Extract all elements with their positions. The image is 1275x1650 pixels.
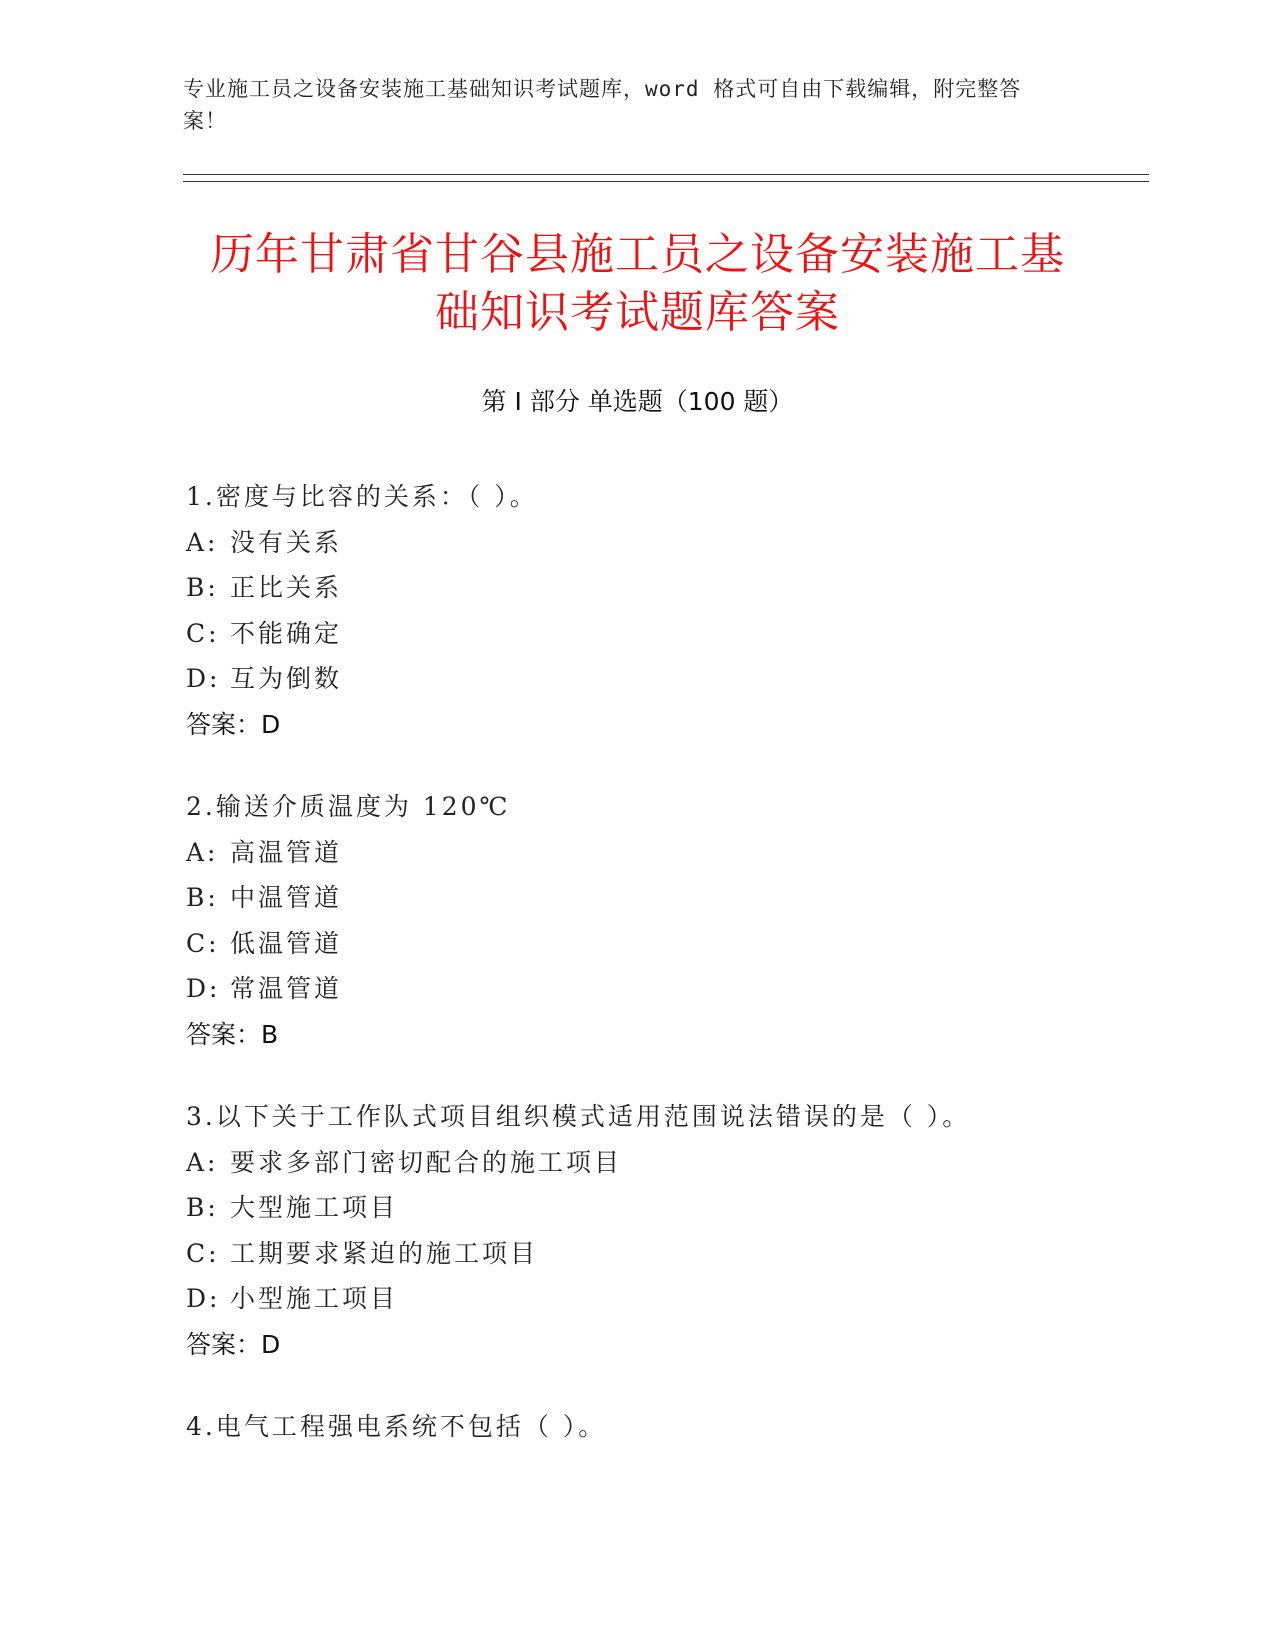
question-stem: 1.密度与比容的关系：（ ）。 (186, 482, 538, 511)
question-stem: 4.电气工程强电系统不包括（ ）。 (186, 1412, 607, 1441)
option-text: 工期要求紧迫的施工项目 (230, 1238, 539, 1268)
option-text: 不能确定 (230, 618, 343, 648)
question-stem: 2.输送介质温度为 120℃ (186, 792, 511, 821)
option-letter: C: (186, 618, 220, 648)
option-letter: A: (186, 1147, 219, 1177)
option-d (186, 1276, 1146, 1322)
answer: 答案：B (186, 1019, 279, 1049)
option-letter: B: (186, 573, 219, 602)
question-stem: 3.以下关于工作队式项目组织模式适用范围说法错误的是（ ）。 (186, 1102, 971, 1131)
option-letter: C: (186, 1238, 220, 1268)
option-c (186, 921, 1146, 967)
option-text: 大型施工项目 (230, 1193, 399, 1222)
document-title-line-1: 历年甘肃省甘谷县施工员之设备安装施工基 (210, 229, 1065, 280)
option-letter: D: (186, 974, 221, 1003)
option-letter: C: (186, 928, 220, 958)
option-text: 小型施工项目 (230, 1284, 399, 1313)
option-text: 低温管道 (230, 928, 343, 958)
section-title: 第 I 部分 单选题（100 题） (481, 387, 794, 416)
option-b (186, 565, 1146, 611)
option-a (186, 520, 1146, 566)
option-letter: D: (186, 1284, 221, 1313)
answer: 答案：D (186, 1329, 281, 1359)
question-2 (186, 784, 1146, 1057)
document-title-line-2: 础知识考试题库答案 (435, 287, 840, 338)
document-title (160, 226, 1115, 342)
option-a (186, 830, 1146, 876)
header-divider-top (183, 174, 1149, 175)
question-1 (186, 474, 1146, 747)
option-text: 正比关系 (230, 573, 343, 602)
option-a (186, 1140, 1146, 1186)
option-text: 没有关系 (230, 527, 343, 557)
option-letter: D: (186, 664, 221, 693)
option-text: 常温管道 (230, 974, 343, 1003)
option-text: 互为倒数 (230, 664, 343, 693)
option-b (186, 875, 1146, 921)
option-letter: A: (186, 837, 219, 867)
option-letter: B: (186, 1193, 219, 1222)
option-d (186, 966, 1146, 1012)
option-b (186, 1185, 1146, 1231)
header-divider-bottom (183, 181, 1149, 182)
option-c (186, 1231, 1146, 1277)
option-d (186, 656, 1146, 702)
answer: 答案：D (186, 709, 281, 739)
option-letter: A: (186, 527, 219, 557)
question-3 (186, 1094, 1146, 1367)
option-c (186, 611, 1146, 657)
question-4 (186, 1404, 1146, 1450)
question-list (186, 474, 1146, 1487)
option-letter: B: (186, 883, 219, 912)
option-text: 高温管道 (230, 837, 343, 867)
header-note: 专业施工员之设备安装施工基础知识考试题库，word 格式可自由下载编辑，附完整答案！ (183, 77, 1022, 133)
option-text: 要求多部门密切配合的施工项目 (230, 1147, 623, 1177)
option-text: 中温管道 (230, 883, 343, 912)
